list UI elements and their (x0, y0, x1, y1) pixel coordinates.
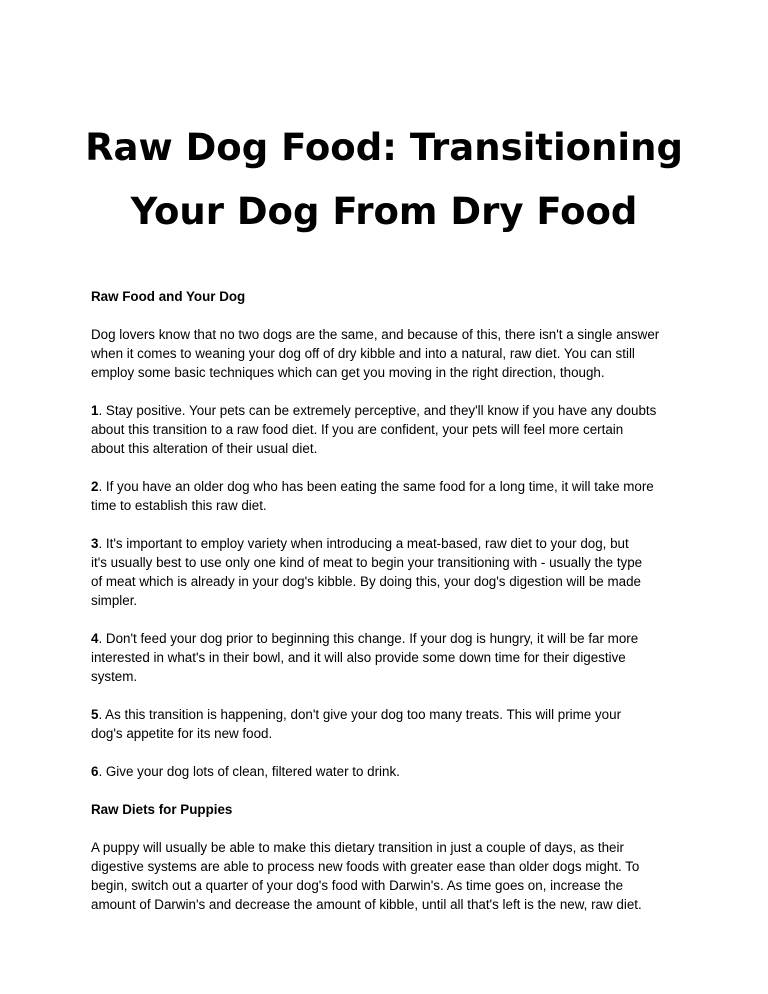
text-line (91, 534, 691, 553)
text-line: about this alteration of their usual diet. (91, 441, 318, 456)
text-line: simpler. (91, 593, 138, 608)
tip-paragraph (91, 477, 691, 515)
text-line: dog's appetite for its new food. (91, 726, 273, 741)
tip-text: . It's important to employ variety when introducing a meat-based, raw diet to your dog, but (98, 536, 629, 551)
tip-paragraph (91, 705, 691, 743)
text-line (91, 762, 691, 781)
tip-number: 2 (91, 479, 99, 494)
text-line (91, 401, 691, 420)
text-line: time to establish this raw diet. (91, 498, 267, 513)
tip-number: 6 (91, 764, 99, 779)
document-title (0, 116, 768, 244)
section-heading-raw-food: Raw Food and Your Dog (91, 289, 246, 304)
text-line: amount of Darwin's and decrease the amount of kibble, until all that's left is the new, raw diet. (91, 897, 642, 912)
text-line: it's usually best to use only one kind of meat to begin your transitioning with - usually the type (91, 555, 643, 570)
text-line: employ some basic techniques which can get you moving in the right direction, though. (91, 365, 605, 380)
tip-number: 3 (91, 536, 99, 551)
text-line: about this transition to a raw food diet. If you are confident, your pets will feel more certain (91, 422, 624, 437)
text-line: of meat which is already in your dog's kibble. By doing this, your dog's digestion will be made (91, 574, 641, 589)
tip-paragraph (91, 401, 691, 458)
text-line: when it comes to weaning your dog off of dry kibble and into a natural, raw diet. You can still (91, 346, 635, 361)
text-line: interested in what's in their bowl, and it will also provide some down time for their digestive (91, 650, 626, 665)
text-line (91, 629, 691, 648)
text-line: Dog lovers know that no two dogs are the same, and because of this, there isn't a single answer (91, 327, 660, 342)
puppies-paragraph (91, 838, 691, 914)
title-line: Your Dog From Dry Food (130, 190, 638, 233)
tip-number: 5 (91, 707, 99, 722)
tip-paragraph (91, 629, 691, 686)
tip-text: . If you have an older dog who has been eating the same food for a long time, it will take more (98, 479, 654, 494)
tips-list (91, 401, 691, 781)
tip-paragraph (91, 762, 691, 781)
tip-text: . As this transition is happening, don't give your dog too many treats. This will prime your (98, 707, 622, 722)
tip-number: 1 (91, 403, 99, 418)
tip-number: 4 (91, 631, 99, 646)
text-line: begin, switch out a quarter of your dog's food with Darwin's. As time goes on, increase the (91, 878, 624, 893)
section-heading-puppies: Raw Diets for Puppies (91, 802, 233, 817)
text-line: A puppy will usually be able to make this dietary transition in just a couple of days, as their (91, 840, 624, 855)
text-line: digestive systems are able to process new foods with greater ease than older dogs might. To (91, 859, 640, 874)
text-line (91, 477, 691, 496)
title-line: Raw Dog Food: Transitioning (85, 126, 683, 169)
tip-paragraph (91, 534, 691, 610)
text-line (91, 705, 691, 724)
tip-text: . Don't feed your dog prior to beginning this change. If your dog is hungry, it will be far more (98, 631, 639, 646)
tip-text: . Stay positive. Your pets can be extremely perceptive, and they'll know if you have any doubts (98, 403, 657, 418)
intro-paragraph (91, 325, 691, 382)
tip-text: . Give your dog lots of clean, filtered water to drink. (98, 764, 400, 779)
text-line: system. (91, 669, 138, 684)
document-body (91, 287, 691, 933)
